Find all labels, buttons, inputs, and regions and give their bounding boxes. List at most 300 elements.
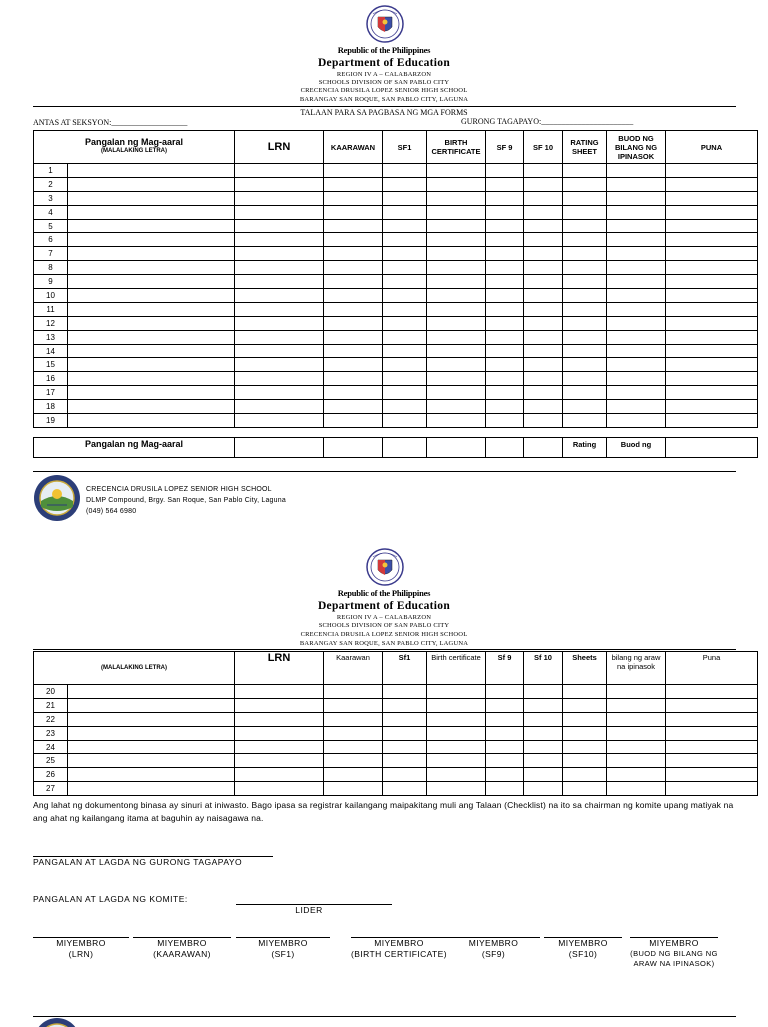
- table-cell[interactable]: [666, 191, 758, 205]
- table-cell[interactable]: [68, 386, 235, 400]
- table-cell[interactable]: [68, 316, 235, 330]
- table-cell[interactable]: [383, 289, 427, 303]
- table-cell[interactable]: [666, 219, 758, 233]
- table-cell[interactable]: [235, 782, 324, 796]
- table-cell[interactable]: [383, 782, 427, 796]
- table-cell[interactable]: [383, 414, 427, 428]
- table-cell[interactable]: [666, 768, 758, 782]
- table-cell[interactable]: [68, 740, 235, 754]
- table-cell[interactable]: [235, 400, 324, 414]
- table-cell[interactable]: [486, 233, 524, 247]
- antas-seksyon-field[interactable]: ANTAS AT SEKSYON:___________________: [33, 118, 188, 127]
- table-cell[interactable]: [68, 358, 235, 372]
- col-sf10: SF 10: [524, 131, 563, 164]
- table-cell[interactable]: [324, 358, 383, 372]
- partial-cell: [235, 438, 324, 458]
- table-cell[interactable]: [563, 316, 607, 330]
- table-cell[interactable]: [666, 275, 758, 289]
- table-cell[interactable]: [607, 372, 666, 386]
- table-cell[interactable]: [666, 330, 758, 344]
- table-row: [34, 698, 758, 712]
- table-cell[interactable]: [324, 344, 383, 358]
- table-cell[interactable]: [68, 782, 235, 796]
- table-cell[interactable]: [563, 330, 607, 344]
- table-cell[interactable]: [524, 386, 563, 400]
- table-cell[interactable]: [486, 191, 524, 205]
- region-text: REGION IV A – CALABARZON: [336, 71, 432, 78]
- table-cell[interactable]: [235, 712, 324, 726]
- table-cell[interactable]: [324, 754, 383, 768]
- table-cell[interactable]: [235, 191, 324, 205]
- table-cell[interactable]: [666, 372, 758, 386]
- table-cell[interactable]: [427, 177, 486, 191]
- table-cell[interactable]: [607, 754, 666, 768]
- table-cell[interactable]: [68, 698, 235, 712]
- table-cell[interactable]: [324, 740, 383, 754]
- table-cell[interactable]: [486, 330, 524, 344]
- table-cell[interactable]: [486, 219, 524, 233]
- table-cell[interactable]: [607, 247, 666, 261]
- table-cell[interactable]: [666, 205, 758, 219]
- table-cell[interactable]: [383, 316, 427, 330]
- table-cell[interactable]: [427, 302, 486, 316]
- table-cell[interactable]: [324, 205, 383, 219]
- table-cell[interactable]: [427, 233, 486, 247]
- table-cell[interactable]: [235, 302, 324, 316]
- table-cell[interactable]: [324, 191, 383, 205]
- table-cell[interactable]: [68, 754, 235, 768]
- table-cell[interactable]: [383, 233, 427, 247]
- table-cell[interactable]: [235, 177, 324, 191]
- table-cell[interactable]: [607, 400, 666, 414]
- col2-sf1: Sf1: [383, 652, 427, 685]
- table-cell[interactable]: [607, 261, 666, 275]
- table-cell[interactable]: [607, 698, 666, 712]
- table-cell[interactable]: [324, 233, 383, 247]
- table-cell[interactable]: [607, 726, 666, 740]
- table-cell[interactable]: [383, 386, 427, 400]
- department-text: Department of Education: [317, 57, 451, 69]
- table-cell[interactable]: [607, 302, 666, 316]
- table-cell[interactable]: [68, 275, 235, 289]
- table-cell[interactable]: [427, 219, 486, 233]
- table-cell[interactable]: [524, 289, 563, 303]
- table-cell[interactable]: [383, 358, 427, 372]
- table-cell[interactable]: [324, 698, 383, 712]
- table-cell[interactable]: [524, 726, 563, 740]
- member-role: (BUOD NG BILANG NG ARAW NA IPINASOK): [630, 949, 718, 968]
- table-cell[interactable]: [235, 164, 324, 178]
- table-cell[interactable]: [486, 247, 524, 261]
- table-cell[interactable]: [235, 344, 324, 358]
- table-cell[interactable]: [486, 726, 524, 740]
- table-cell[interactable]: [524, 400, 563, 414]
- table-cell[interactable]: [324, 316, 383, 330]
- table-cell[interactable]: [486, 289, 524, 303]
- table-cell[interactable]: [563, 414, 607, 428]
- table-cell[interactable]: [563, 164, 607, 178]
- table-cell[interactable]: [524, 344, 563, 358]
- table-cell[interactable]: [68, 400, 235, 414]
- table-cell[interactable]: [427, 386, 486, 400]
- table-cell[interactable]: [68, 330, 235, 344]
- table-cell[interactable]: [68, 191, 235, 205]
- table-cell[interactable]: [563, 768, 607, 782]
- table-header-row: [34, 131, 758, 164]
- table-cell[interactable]: [235, 205, 324, 219]
- table-cell[interactable]: [607, 768, 666, 782]
- table-cell[interactable]: [324, 177, 383, 191]
- table-cell[interactable]: [235, 414, 324, 428]
- table-cell[interactable]: [486, 358, 524, 372]
- partial-rating: Rating: [563, 438, 607, 458]
- table-cell[interactable]: [563, 261, 607, 275]
- table-cell[interactable]: [563, 400, 607, 414]
- table-cell[interactable]: [324, 712, 383, 726]
- table-cell[interactable]: [666, 261, 758, 275]
- table-cell[interactable]: [486, 372, 524, 386]
- forms-checklist-table: [33, 130, 758, 428]
- table-cell[interactable]: [486, 768, 524, 782]
- table-cell[interactable]: [563, 685, 607, 699]
- table-cell[interactable]: [324, 782, 383, 796]
- table-cell[interactable]: [68, 768, 235, 782]
- table-cell[interactable]: [486, 164, 524, 178]
- table-cell[interactable]: [524, 782, 563, 796]
- table-cell[interactable]: [68, 344, 235, 358]
- table-cell[interactable]: [383, 400, 427, 414]
- table-cell[interactable]: [666, 289, 758, 303]
- table-cell[interactable]: [427, 782, 486, 796]
- col-pangalan-sub: (MALALAKING LETRA): [101, 148, 167, 154]
- table-cell[interactable]: [324, 372, 383, 386]
- table-cell[interactable]: [563, 344, 607, 358]
- table-cell[interactable]: [235, 275, 324, 289]
- table-cell[interactable]: [324, 289, 383, 303]
- table-cell[interactable]: [666, 712, 758, 726]
- table-cell[interactable]: [607, 205, 666, 219]
- table-cell[interactable]: [563, 233, 607, 247]
- table-cell[interactable]: [383, 754, 427, 768]
- table-cell[interactable]: [563, 698, 607, 712]
- table-cell[interactable]: [524, 275, 563, 289]
- table-cell[interactable]: [666, 386, 758, 400]
- table-cell[interactable]: [235, 316, 324, 330]
- member-role: (BIRTH CERTIFICATE): [351, 949, 447, 959]
- table-cell[interactable]: [235, 386, 324, 400]
- table-cell[interactable]: [607, 414, 666, 428]
- table-cell[interactable]: [524, 191, 563, 205]
- table-cell[interactable]: [666, 754, 758, 768]
- table-cell[interactable]: [486, 344, 524, 358]
- table-body: [34, 164, 758, 428]
- table-cell[interactable]: [607, 289, 666, 303]
- table-cell[interactable]: [524, 219, 563, 233]
- table-cell[interactable]: [68, 219, 235, 233]
- republic-text-2: Republic of the Philippines: [337, 588, 431, 598]
- table-cell[interactable]: [666, 247, 758, 261]
- table-cell[interactable]: [524, 164, 563, 178]
- table-cell[interactable]: [235, 726, 324, 740]
- table-cell[interactable]: [524, 233, 563, 247]
- table-cell[interactable]: [486, 275, 524, 289]
- table-cell[interactable]: [383, 698, 427, 712]
- table-cell[interactable]: [427, 712, 486, 726]
- table-cell[interactable]: [427, 414, 486, 428]
- table-cell[interactable]: [666, 740, 758, 754]
- table-cell[interactable]: [427, 205, 486, 219]
- table-cell[interactable]: [486, 400, 524, 414]
- table-cell[interactable]: [324, 400, 383, 414]
- table-cell[interactable]: [235, 754, 324, 768]
- table-cell[interactable]: [383, 205, 427, 219]
- table-cell[interactable]: [324, 330, 383, 344]
- col2-kaarawan: Kaarawan: [324, 652, 383, 685]
- table-cell[interactable]: [524, 414, 563, 428]
- table-cell[interactable]: [486, 261, 524, 275]
- table-body-2: [34, 685, 758, 796]
- table-cell[interactable]: [563, 275, 607, 289]
- table-cell[interactable]: [607, 219, 666, 233]
- table-cell[interactable]: [383, 275, 427, 289]
- table-cell[interactable]: [235, 247, 324, 261]
- table-cell[interactable]: [383, 344, 427, 358]
- table-cell[interactable]: [427, 275, 486, 289]
- table-cell[interactable]: [486, 740, 524, 754]
- table-cell[interactable]: [563, 712, 607, 726]
- table-cell[interactable]: [427, 261, 486, 275]
- table-cell[interactable]: [524, 261, 563, 275]
- table-cell[interactable]: [666, 685, 758, 699]
- table-cell[interactable]: [324, 685, 383, 699]
- table-cell[interactable]: [383, 740, 427, 754]
- table-cell[interactable]: [324, 768, 383, 782]
- row-number: 23: [34, 726, 68, 740]
- table-cell[interactable]: [524, 698, 563, 712]
- table-cell[interactable]: [666, 316, 758, 330]
- table-cell[interactable]: [563, 358, 607, 372]
- table-cell[interactable]: [383, 685, 427, 699]
- col-sf9: SF 9: [486, 131, 524, 164]
- table-cell[interactable]: [383, 302, 427, 316]
- table-cell[interactable]: [68, 164, 235, 178]
- table-cell[interactable]: [68, 233, 235, 247]
- table-cell[interactable]: [524, 205, 563, 219]
- form-title: TALAAN PARA SA PAGBASA NG MGA FORMS: [300, 108, 468, 117]
- table-cell[interactable]: [427, 754, 486, 768]
- table-cell[interactable]: [235, 219, 324, 233]
- table-cell[interactable]: [563, 289, 607, 303]
- table-cell[interactable]: [68, 302, 235, 316]
- table-cell[interactable]: [235, 768, 324, 782]
- table-cell[interactable]: [524, 754, 563, 768]
- table-cell[interactable]: [666, 233, 758, 247]
- table-cell[interactable]: [486, 782, 524, 796]
- table-cell[interactable]: [68, 372, 235, 386]
- table-cell[interactable]: [607, 358, 666, 372]
- table-cell[interactable]: [563, 740, 607, 754]
- table-cell[interactable]: [324, 386, 383, 400]
- table-header-row-2: [34, 652, 758, 685]
- table-cell[interactable]: [383, 219, 427, 233]
- table-cell[interactable]: [427, 698, 486, 712]
- table-cell[interactable]: [524, 247, 563, 261]
- table-cell[interactable]: [524, 740, 563, 754]
- table-cell[interactable]: [235, 289, 324, 303]
- table-cell[interactable]: [383, 712, 427, 726]
- table-cell[interactable]: [524, 316, 563, 330]
- member-title: MIYEMBRO: [468, 938, 519, 948]
- table-cell[interactable]: [524, 685, 563, 699]
- table-cell[interactable]: [68, 261, 235, 275]
- table-cell[interactable]: [68, 414, 235, 428]
- table-cell[interactable]: [563, 726, 607, 740]
- table-cell[interactable]: [666, 177, 758, 191]
- table-cell[interactable]: [666, 344, 758, 358]
- table-cell[interactable]: [427, 247, 486, 261]
- table-cell[interactable]: [383, 191, 427, 205]
- table-cell[interactable]: [324, 302, 383, 316]
- col2-sf10: Sf 10: [524, 652, 563, 685]
- table-cell[interactable]: [607, 177, 666, 191]
- table-cell[interactable]: [68, 726, 235, 740]
- table-cell[interactable]: [486, 177, 524, 191]
- table-cell[interactable]: [486, 685, 524, 699]
- table-cell[interactable]: [383, 768, 427, 782]
- table-cell[interactable]: [383, 177, 427, 191]
- table-cell[interactable]: [524, 712, 563, 726]
- table-cell[interactable]: [68, 205, 235, 219]
- table-cell[interactable]: [607, 685, 666, 699]
- table-cell[interactable]: [68, 685, 235, 699]
- table-cell[interactable]: [68, 177, 235, 191]
- table-cell[interactable]: [524, 330, 563, 344]
- table-cell[interactable]: [235, 330, 324, 344]
- table-cell[interactable]: [666, 164, 758, 178]
- table-cell[interactable]: [235, 358, 324, 372]
- table-cell[interactable]: [68, 247, 235, 261]
- table-cell[interactable]: [607, 164, 666, 178]
- table-cell[interactable]: [486, 386, 524, 400]
- table-cell[interactable]: [324, 247, 383, 261]
- table-cell[interactable]: [383, 247, 427, 261]
- table-cell[interactable]: [383, 164, 427, 178]
- table-cell[interactable]: [235, 698, 324, 712]
- table-cell[interactable]: [607, 740, 666, 754]
- table-cell[interactable]: [563, 302, 607, 316]
- table-cell[interactable]: [524, 302, 563, 316]
- table-cell[interactable]: [427, 330, 486, 344]
- table-cell[interactable]: [486, 698, 524, 712]
- table-cell[interactable]: [427, 289, 486, 303]
- table-cell[interactable]: [607, 316, 666, 330]
- table-cell[interactable]: [666, 358, 758, 372]
- table-cell[interactable]: [563, 782, 607, 796]
- table-cell[interactable]: [486, 414, 524, 428]
- table-cell[interactable]: [563, 247, 607, 261]
- table-cell[interactable]: [563, 754, 607, 768]
- table-cell[interactable]: [383, 372, 427, 386]
- table-cell[interactable]: [324, 164, 383, 178]
- table-cell[interactable]: [666, 400, 758, 414]
- table-cell[interactable]: [607, 782, 666, 796]
- table-cell[interactable]: [607, 344, 666, 358]
- table-cell[interactable]: [486, 302, 524, 316]
- table-cell[interactable]: [563, 191, 607, 205]
- table-cell[interactable]: [607, 275, 666, 289]
- table-cell[interactable]: [524, 768, 563, 782]
- table-cell[interactable]: [383, 261, 427, 275]
- table-cell[interactable]: [427, 726, 486, 740]
- table-cell[interactable]: [427, 768, 486, 782]
- table-cell[interactable]: [235, 740, 324, 754]
- col2-birth: Birth certificate: [427, 652, 486, 685]
- table-cell[interactable]: [666, 698, 758, 712]
- row-number: 3: [34, 191, 68, 205]
- table-cell[interactable]: [324, 414, 383, 428]
- table-cell[interactable]: [486, 712, 524, 726]
- table-cell[interactable]: [427, 400, 486, 414]
- table-cell[interactable]: [427, 344, 486, 358]
- table-cell[interactable]: [68, 712, 235, 726]
- table-cell[interactable]: [427, 740, 486, 754]
- table-cell[interactable]: [235, 233, 324, 247]
- table-cell[interactable]: [324, 275, 383, 289]
- table-cell[interactable]: [427, 372, 486, 386]
- table-cell[interactable]: [427, 164, 486, 178]
- table-cell[interactable]: [324, 726, 383, 740]
- table-cell[interactable]: [324, 219, 383, 233]
- table-row: [34, 275, 758, 289]
- table-cell[interactable]: [235, 261, 324, 275]
- table-cell[interactable]: [427, 191, 486, 205]
- table-cell[interactable]: [427, 685, 486, 699]
- table-cell[interactable]: [68, 289, 235, 303]
- table-cell[interactable]: [666, 726, 758, 740]
- gurong-tagapayo-field[interactable]: GURONG TAGAPAYO:_______________________: [461, 117, 634, 126]
- table-cell[interactable]: [607, 386, 666, 400]
- member-caption: [624, 938, 724, 969]
- table-cell[interactable]: [607, 233, 666, 247]
- table-cell[interactable]: [563, 219, 607, 233]
- table-cell[interactable]: [666, 302, 758, 316]
- table-cell[interactable]: [563, 205, 607, 219]
- table-cell[interactable]: [486, 316, 524, 330]
- table-cell[interactable]: [563, 372, 607, 386]
- table-cell[interactable]: [324, 261, 383, 275]
- table-cell[interactable]: [524, 177, 563, 191]
- table-cell[interactable]: [383, 330, 427, 344]
- table-cell[interactable]: [666, 782, 758, 796]
- table-cell[interactable]: [486, 205, 524, 219]
- table-cell[interactable]: [607, 330, 666, 344]
- table-cell[interactable]: [607, 191, 666, 205]
- table-cell[interactable]: [383, 726, 427, 740]
- table-cell[interactable]: [666, 414, 758, 428]
- table-cell[interactable]: [235, 685, 324, 699]
- table-cell[interactable]: [524, 358, 563, 372]
- table-cell[interactable]: [235, 372, 324, 386]
- row-number: 15: [34, 358, 68, 372]
- table-cell[interactable]: [563, 177, 607, 191]
- table-cell[interactable]: [607, 712, 666, 726]
- table-cell[interactable]: [486, 754, 524, 768]
- table-cell[interactable]: [427, 358, 486, 372]
- table-cell[interactable]: [563, 386, 607, 400]
- table-cell[interactable]: [427, 316, 486, 330]
- table-cell[interactable]: [524, 372, 563, 386]
- address-text: BARANGAY SAN ROQUE, SAN PABLO CITY, LAGUNA: [299, 96, 469, 103]
